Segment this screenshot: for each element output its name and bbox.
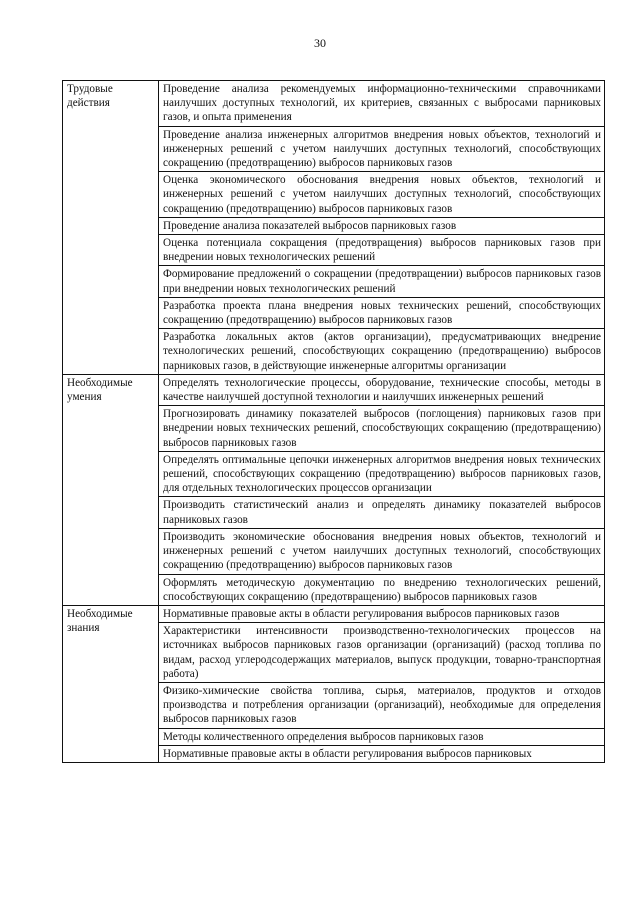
table-row <box>63 81 605 127</box>
table-cell: Характеристики интенсивности производственно-технологических процессов на источниках выбросов парниковых газов организации (организаций) (расход топлива по видам, расход углеродсодержащих материалов, выпуск продукции, товарно-транспортная работа) <box>159 623 605 683</box>
section-label-required-knowledge: Необходимые знания <box>63 605 159 762</box>
table-cell: Разработка проекта плана внедрения новых технических решений, способствующих сокращению (предотвращению) выбросов парниковых газов <box>159 297 605 328</box>
table-cell: Определять оптимальные цепочки инженерных алгоритмов внедрения новых технических решений, способствующих сокращению (предотвращению) выбросов парниковых газов, для отдельных технологических процессов организации <box>159 451 605 497</box>
page-number: 30 <box>314 36 326 50</box>
section-label-required-skills: Необходимые умения <box>63 374 159 605</box>
table-row <box>63 605 605 622</box>
table-cell: Производить статистический анализ и определять динамику показателей выбросов парниковых газов <box>159 497 605 528</box>
table-cell: Методы количественного определения выбросов парниковых газов <box>159 728 605 745</box>
qualification-table <box>62 80 605 763</box>
table-cell: Нормативные правовые акты в области регулирования выбросов парниковых газов <box>159 605 605 622</box>
section-label-labor-actions: Трудовые действия <box>63 81 159 375</box>
table-cell: Физико-химические свойства топлива, сырья, материалов, продуктов и отходов производства и потребления организации (организаций), необходимые для определения выбросов парниковых газов <box>159 682 605 728</box>
table-cell: Формирование предложений о сокращении (предотвращении) выбросов парниковых газов при внедрении новых технологических решений <box>159 266 605 297</box>
table-cell: Прогнозировать динамику показателей выбросов (поглощения) парниковых газов при внедрении новых технических решений, способствующих сокращению (предотвращению) выбросов парниковых газов <box>159 406 605 452</box>
table-cell: Оценка потенциала сокращения (предотвращения) выбросов парниковых газов при внедрении новых технологических решений <box>159 235 605 266</box>
table-cell: Производить экономические обоснования внедрения новых объектов, технологий и инженерных решений с учетом наилучших доступных технологий, способствующих сокращению (предотвращению) выбросов парниковых газов <box>159 528 605 574</box>
table-row <box>63 374 605 405</box>
table-cell: Разработка локальных актов (актов организации), предусматривающих внедрение технологических решений, способствующих сокращению (предотвращению) выбросов парниковых газов, в действующие инженерные алгоритмы организации <box>159 329 605 375</box>
table-cell: Проведение анализа рекомендуемых информационно-техническими справочниками наилучших доступных технологий, их критериев, связанных с выбросами парниковых газов, и опыта применения <box>159 81 605 127</box>
table-cell: Оценка экономического обоснования внедрения новых объектов, технологий и инженерных решений с учетом наилучших доступных технологий, способствующих сокращению (предотвращению) выбросов парниковых газов <box>159 172 605 218</box>
table-cell: Нормативные правовые акты в области регулирования выбросов парниковых <box>159 745 605 762</box>
table-cell: Проведение анализа инженерных алгоритмов внедрения новых объектов, технологий и инженерных решений с учетом наилучших доступных технологий, способствующих сокращению (предотвращению) выбросов парниковых газов <box>159 126 605 172</box>
table-cell: Определять технологические процессы, оборудование, технические способы, методы в качестве наилучшей доступной технологии и наилучших инженерных решений <box>159 374 605 405</box>
table-cell: Проведение анализа показателей выбросов парниковых газов <box>159 217 605 234</box>
table-cell: Оформлять методическую документацию по внедрению технологических решений, способствующих сокращению (предотвращению) выбросов парниковых газов <box>159 574 605 605</box>
